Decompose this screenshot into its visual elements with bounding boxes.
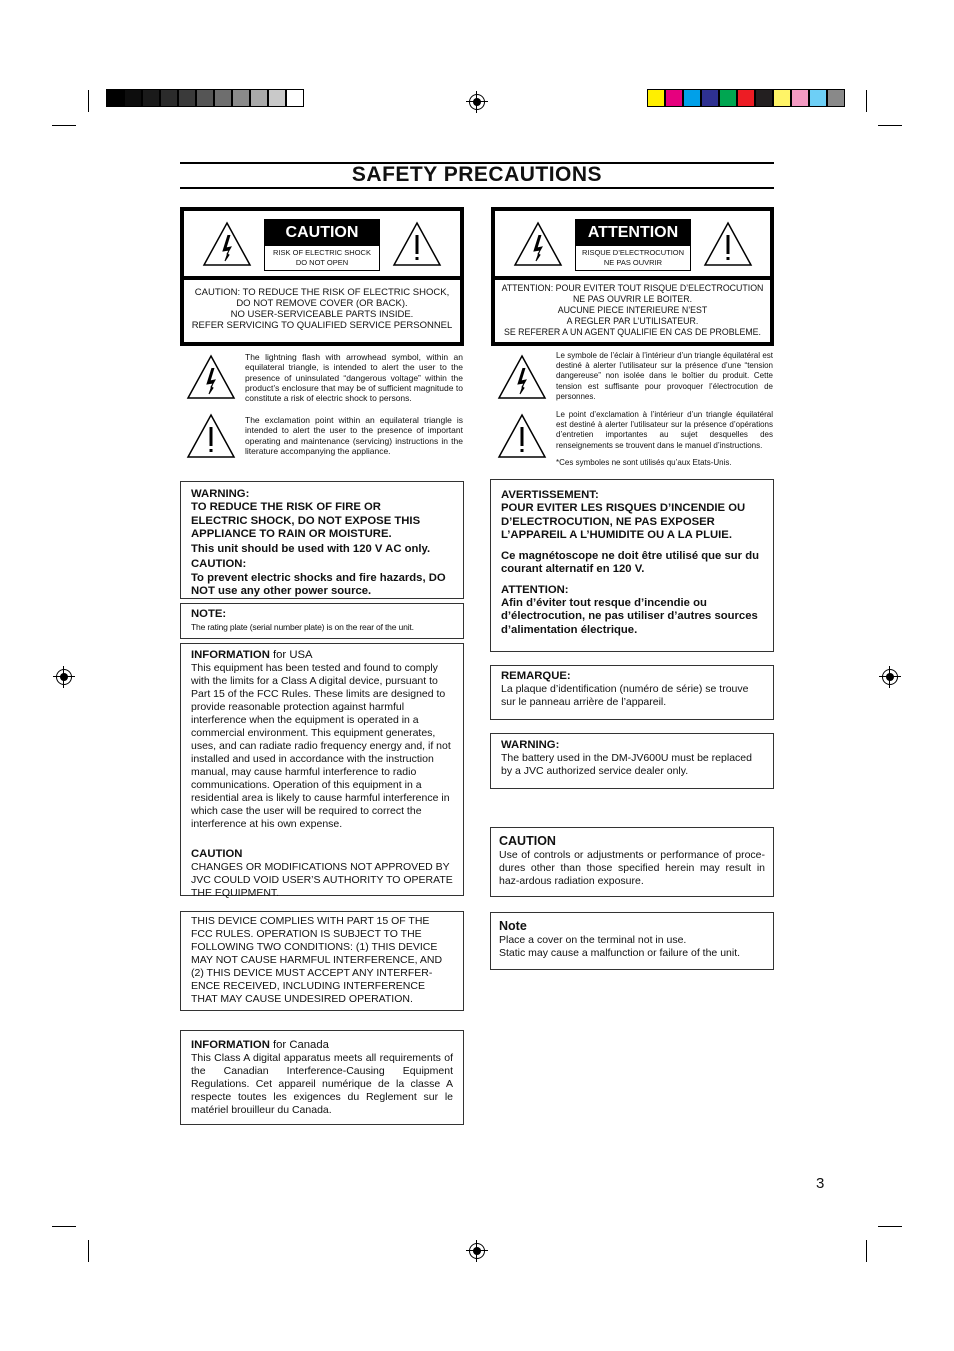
- color-swatch: [827, 89, 845, 107]
- attention-badge-sub2: NE PAS OUVRIR: [603, 257, 663, 267]
- avertissement-heading: AVERTISSEMENT:: [501, 489, 599, 501]
- remarque-text: La plaque d’identification (numéro de série) se trouve sur le panneau arrière de l’appareil.: [501, 683, 749, 709]
- lightning-triangle-icon: [202, 221, 252, 267]
- info-usa-heading-suffix: for USA: [273, 649, 313, 661]
- crop-mark: [866, 1240, 867, 1262]
- attention-label-header: [495, 211, 770, 280]
- page-title: SAFETY PRECAUTIONS: [351, 163, 603, 186]
- caution-line: REFER SERVICING TO QUALIFIED SERVICE PERSONNEL: [191, 320, 453, 331]
- warning-line: TO REDUCE THE RISK OF FIRE OR: [191, 501, 381, 514]
- lightning-triangle-icon: [497, 354, 547, 400]
- attention-line: SE REFERER A UN AGENT QUALIFIE EN CAS DE PROBLEME.: [504, 327, 761, 337]
- warning-heading: WARNING:: [191, 488, 250, 500]
- caution-label-text: [188, 287, 456, 331]
- exclamation-symbol-description-fr: Le point d’exclamation à l’intérieur d’un triangle équilatéral est destiné à alerter l’utilisateur sur la présence d’opérations d’entretien importantes au sujet desquelles des renseignements se trouvent dans le manuel d’instructions.: [556, 410, 773, 450]
- caution-line: DO NOT REMOVE COVER (OR BACK).: [236, 298, 408, 309]
- caution-badge-sub1: RISK OF ELECTRIC SHOCK: [273, 248, 371, 257]
- warning-voltage: This unit should be used with 120 V AC only.: [191, 543, 431, 556]
- gray-swatch: [178, 89, 196, 107]
- color-swatch: [683, 89, 701, 107]
- gray-swatch: [250, 89, 268, 107]
- laser-caution-heading: CAUTION: [499, 834, 556, 848]
- exclamation-symbol-description: The exclamation point within an equilateral triangle is intended to alert the user to the presence of important operating and maintenance (servicing) instructions in the literature accompanying the appliance.: [245, 415, 463, 456]
- symbols-usage-note: *Ces symboles ne sont utilisés qu’aux Etats-Unis.: [556, 458, 732, 467]
- caution-badge-title: CAUTION: [265, 220, 379, 246]
- gray-swatch: [196, 89, 214, 107]
- lightning-symbol-description-fr: Le symbole de l’éclair à l’intérieur d’un triangle équilatéral est destiné à alerter l’utilisateur sur la présence d’une “tension dangereuse” non isolée dans le boîtier du produit. Cette tension est suffisante pour provoquer l’électrocution de personnes.: [556, 351, 773, 401]
- color-swatch: [719, 89, 737, 107]
- note-heading: NOTE:: [191, 608, 227, 620]
- caution-text: To prevent electric shocks and fire hazards, DO NOT use any other power source.: [191, 571, 446, 598]
- attention-line: NE PAS OUVRIR LE BOITER.: [572, 294, 693, 304]
- lightning-triangle-icon: [186, 354, 236, 400]
- exclamation-triangle-icon: [186, 413, 236, 459]
- attention-badge-sub1: RISQUE D’ELECTROCUTION: [581, 248, 685, 257]
- crop-mark: [866, 90, 867, 112]
- registration-mark-icon: [469, 1243, 485, 1259]
- gray-swatch: [214, 89, 232, 107]
- gray-swatch: [268, 89, 286, 107]
- title-rule-bottom: [180, 187, 774, 189]
- attention-badge: [575, 219, 691, 271]
- caution-badge-sub2: DO NOT OPEN: [295, 257, 349, 267]
- battery-warning-text: The battery used in the DM-JV600U must be replaced by a JVC authorized service dealer only.: [501, 752, 752, 778]
- info-usa-box: [180, 643, 464, 900]
- info-usa-caution-text: CHANGES OR MODIFICATIONS NOT APPROVED BY JVC COULD VOID USER’S AUTHORITY TO OPERATE THE EQUIPMENT.: [191, 861, 453, 900]
- caution-line: NO USER-SERVICEABLE PARTS INSIDE.: [230, 309, 414, 320]
- crop-mark: [878, 1226, 902, 1227]
- gray-swatch: [106, 89, 124, 107]
- exclamation-triangle-icon: [392, 221, 442, 267]
- info-usa-heading: INFORMATION: [191, 649, 270, 661]
- note-text: The rating plate (serial number plate) is on the rear of the unit.: [191, 622, 414, 633]
- crop-mark: [52, 125, 76, 126]
- color-swatch: [647, 89, 665, 107]
- lightning-symbol-description: The lightning flash with arrowhead symbol, within an equilateral triangle, is intended to alert the user to the presence of uninsulated “dangerous voltage” within the product’s enclosure that may be of sufficient magnitude to constitute a risk of electric shock to persons.: [245, 352, 463, 404]
- color-swatch: [755, 89, 773, 107]
- gray-swatch: [232, 89, 250, 107]
- color-swatch: [809, 89, 827, 107]
- crop-mark: [52, 1226, 76, 1227]
- attention-text: Afin d’éviter tout resque d’incendie ou d’électrocution, ne pas utiliser d’autres sources d’alimentation électrique.: [501, 597, 758, 636]
- note-box: [180, 603, 464, 639]
- gray-swatch: [142, 89, 160, 107]
- page-number: 3: [816, 1175, 825, 1192]
- caution-heading: CAUTION:: [191, 558, 247, 571]
- laser-caution-text: Use of controls or adjustments or performance of proce-dures other than those specified herein may result in haz-ardous radiation exposure.: [499, 849, 765, 887]
- caution-label-box: [180, 207, 464, 346]
- avertissement-box: [490, 479, 774, 652]
- caution-label-header: [184, 211, 460, 280]
- attention-badge-title: ATTENTION: [576, 220, 690, 246]
- info-usa-caution-heading: CAUTION: [191, 848, 243, 860]
- attention-heading: ATTENTION:: [501, 583, 569, 596]
- attention-line: ATTENTION: POUR EVITER TOUT RISQUE D’ELECTROCUTION: [501, 283, 764, 293]
- note-cover-line: Static may cause a malfunction or failure of the unit.: [499, 947, 741, 959]
- avertissement-voltage: Ce magnétoscope ne doit être utilisé que sur du courant alternatif en 120 V.: [501, 550, 759, 576]
- gray-swatch: [160, 89, 178, 107]
- note-cover-heading: Note: [499, 919, 527, 933]
- remarque-heading: REMARQUE:: [501, 670, 571, 682]
- crop-mark: [878, 125, 902, 126]
- warning-line: APPLIANCE TO RAIN OR MOISTURE.: [191, 527, 392, 540]
- note-cover-line: Place a cover on the terminal not in use.: [499, 934, 687, 946]
- avertissement-text: POUR EVITER LES RISQUES D’INCENDIE OU D’ELECTROCUTION, NE PAS EXPOSER L’APPAREIL A L’HUMIDITE OU A LA PLUIE.: [501, 502, 746, 541]
- color-swatch: [791, 89, 809, 107]
- warning-line: ELECTRIC SHOCK, DO NOT EXPOSE THIS: [191, 514, 421, 527]
- fcc-compliance-box: [180, 911, 464, 1011]
- color-swatch: [773, 89, 791, 107]
- attention-label-text: [499, 283, 766, 338]
- fcc-compliance-text: THIS DEVICE COMPLIES WITH PART 15 OF THE FCC RULES. OPERATION IS SUBJECT TO THE FOLLOWING TWO CONDITIONS: (1) THIS DEVICE MAY NOT CAUSE HARMFUL INTERFERENCE, AND (2) THIS DEVICE MUST ACCEPT ANY INTERFER-ENCE RECEIVED, INCLUDING INTERFERENCE THAT MAY CAUSE UNDESIRED OPERATION.: [191, 915, 443, 1005]
- attention-line: A REGLER PAR L’UTILISATEUR.: [566, 316, 699, 326]
- color-swatch: [701, 89, 719, 107]
- battery-warning-box: [490, 733, 774, 789]
- color-swatch: [665, 89, 683, 107]
- info-canada-heading: INFORMATION: [191, 1039, 270, 1051]
- registration-mark-icon: [882, 669, 898, 685]
- warning-box: [180, 481, 464, 599]
- attention-label-box: [491, 207, 774, 346]
- exclamation-triangle-icon: [497, 413, 547, 459]
- color-swatch: [737, 89, 755, 107]
- exclamation-triangle-icon: [703, 221, 753, 267]
- crop-mark: [88, 1240, 89, 1262]
- info-canada-text: This Class A digital apparatus meets all requirements of the Canadian Interference-Causing Equipment Regulations. Cet appareil numérique de la classe A respecte toutes les exigences du Reglement sur le matériel brouilleur du Canada.: [191, 1052, 453, 1116]
- battery-warning-heading: WARNING:: [501, 739, 560, 751]
- info-canada-heading-suffix: for Canada: [273, 1039, 329, 1051]
- gray-swatch: [286, 89, 304, 107]
- attention-line: AUCUNE PIECE INTERIEURE N’EST: [557, 305, 708, 315]
- lightning-triangle-icon: [513, 221, 563, 267]
- caution-line: CAUTION: TO REDUCE THE RISK OF ELECTRIC SHOCK,: [194, 287, 450, 298]
- note-cover-box: [490, 912, 774, 970]
- caution-badge: [264, 219, 380, 271]
- crop-mark: [88, 90, 89, 112]
- info-usa-text: This equipment has been tested and found to comply with the limits for a Class A digital device, pursuant to Part 15 of the FCC Rules. These limits are designed to provide reasonable protection against harmful interference when the equipment is operated in a commercial environment. This equipment generates, uses, and can radiate radio frequency energy and, if not installed and used in accordance with the instruction manual, may cause harmful interference to radio communications. Operation of this equipment in a residential area is likely to cause harmful interference in which case the user will be required to correct the interference at his own expense.: [191, 662, 451, 830]
- laser-caution-box: [490, 827, 774, 897]
- info-canada-box: [180, 1030, 464, 1125]
- registration-mark-icon: [469, 94, 485, 110]
- remarque-box: [490, 665, 774, 720]
- gray-swatch: [124, 89, 142, 107]
- registration-mark-icon: [56, 669, 72, 685]
